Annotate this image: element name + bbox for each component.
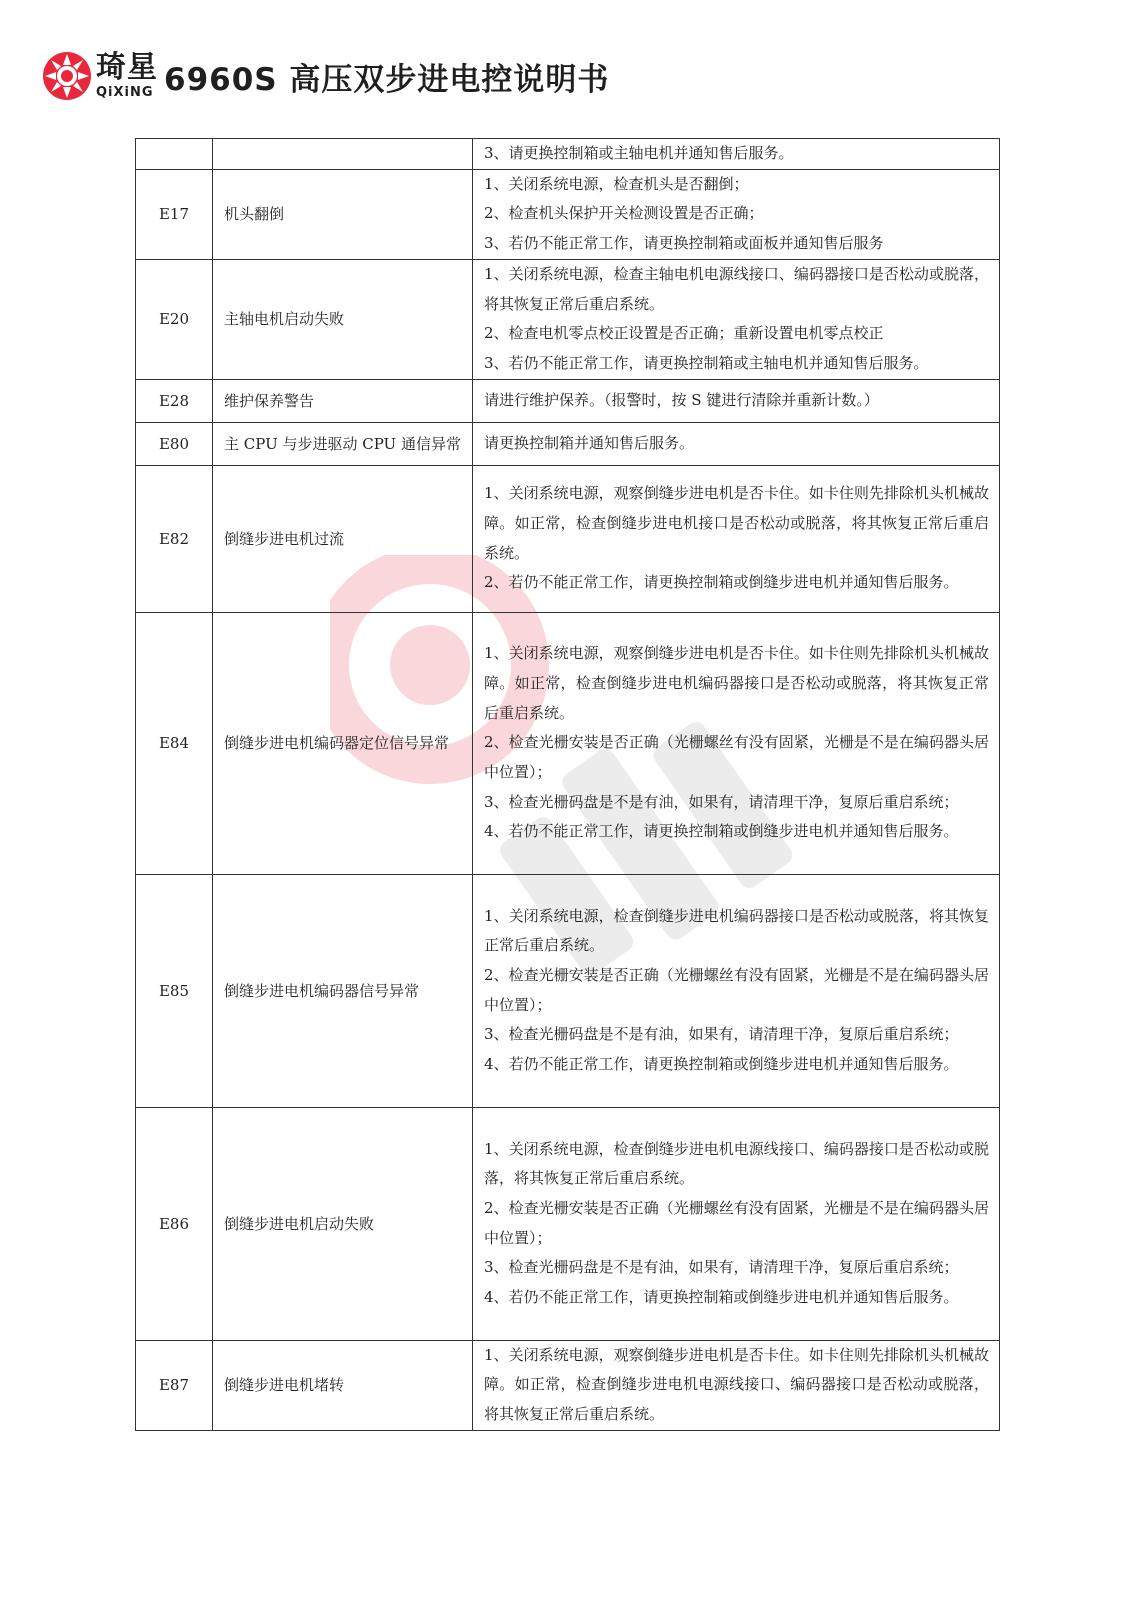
solution-step: 1、关闭系统电源，观察倒缝步进电机是否卡住。如卡住则先排除机头机械故障。如正常，检查倒缝步进电机电源线接口、编码器接口是否松动或脱落，将其恢复正常后重启系统。 — [484, 1345, 989, 1424]
solution-step: 3、检查光栅码盘是不是有油，如果有，请清理干净，复原后重启系统； — [484, 1025, 959, 1044]
solution-step: 2、检查电机零点校正设置是否正确；重新设置电机零点校正 — [484, 324, 884, 343]
solution-cell — [473, 379, 1000, 422]
table-row — [136, 465, 1000, 612]
error-name-cell: 机头翻倒 — [213, 169, 473, 259]
error-code-cell: E28 — [136, 379, 213, 422]
solution-cell — [473, 1107, 1000, 1340]
error-name-cell: 倒缝步进电机编码器信号异常 — [213, 874, 473, 1107]
solution-step: 1、关闭系统电源，检查主轴电机电源线接口、编码器接口是否松动或脱落，将其恢复正常后重启系统。 — [484, 264, 989, 313]
error-name-cell: 倒缝步进电机启动失败 — [213, 1107, 473, 1340]
error-code-cell: E80 — [136, 422, 213, 465]
solution-cell — [473, 465, 1000, 612]
error-code-cell — [136, 139, 213, 170]
solution-step: 3、请更换控制箱或主轴电机并通知售后服务。 — [484, 144, 794, 162]
qixing-logo-icon — [42, 51, 92, 101]
solution-step: 3、检查光栅码盘是不是有油，如果有，请清理干净，复原后重启系统； — [484, 792, 959, 811]
solution-step: 请更换控制箱并通知售后服务。 — [484, 433, 695, 452]
solution-step: 请进行维护保养。（报警时，按 S 键进行清除并重新计数。） — [484, 390, 879, 409]
page-header — [42, 46, 609, 106]
solution-cell — [473, 259, 1000, 379]
error-code-cell: E82 — [136, 465, 213, 612]
table-row — [136, 169, 1000, 259]
table-row — [136, 259, 1000, 379]
error-code-cell: E20 — [136, 259, 213, 379]
solution-step: 4、若仍不能正常工作，请更换控制箱或倒缝步进电机并通知售后服务。 — [484, 1288, 959, 1307]
solution-cell — [473, 1340, 1000, 1430]
solution-step: 1、关闭系统电源，观察倒缝步进电机是否卡住。如卡住则先排除机头机械故障。如正常，检查倒缝步进电机编码器接口是否松动或脱落，将其恢复正常后重启系统。 — [484, 644, 989, 722]
solution-cell — [473, 874, 1000, 1107]
solution-cell — [473, 422, 1000, 465]
solution-step: 2、检查光栅安装是否正确（光栅螺丝有没有固紧，光栅是不是在编码器头居中位置）； — [484, 965, 989, 1014]
solution-step: 3、若仍不能正常工作，请更换控制箱或主轴电机并通知售后服务。 — [484, 353, 929, 372]
solution-step: 2、检查光栅安装是否正确（光栅螺丝有没有固紧，光栅是不是在编码器头居中位置）； — [484, 733, 989, 781]
error-code-cell: E84 — [136, 612, 213, 874]
table-row — [136, 379, 1000, 422]
table-row — [136, 874, 1000, 1107]
solution-step: 3、若仍不能正常工作，请更换控制箱或面板并通知售后服务 — [484, 234, 884, 253]
brand — [96, 50, 158, 100]
error-name-cell: 倒缝步进电机编码器定位信号异常 — [213, 612, 473, 874]
error-name-cell: 倒缝步进电机过流 — [213, 465, 473, 612]
error-code-cell: E87 — [136, 1340, 213, 1430]
solution-step: 4、若仍不能正常工作，请更换控制箱或倒缝步进电机并通知售后服务。 — [484, 1055, 959, 1074]
solution-step: 1、关闭系统电源，检查机头是否翻倒； — [484, 174, 749, 193]
error-name-cell: 维护保养警告 — [213, 379, 473, 422]
solution-step: 1、关闭系统电源，检查倒缝步进电机编码器接口是否松动或脱落，将其恢复正常后重启系统。 — [484, 906, 989, 955]
error-name-cell: 倒缝步进电机堵转 — [213, 1340, 473, 1430]
table-row — [136, 422, 1000, 465]
document-title: 6960S 高压双步进电控说明书 — [164, 61, 610, 98]
solution-step: 4、若仍不能正常工作，请更换控制箱或倒缝步进电机并通知售后服务。 — [484, 822, 959, 841]
solution-cell — [473, 139, 1000, 170]
error-name-cell — [213, 139, 473, 170]
error-name-cell: 主轴电机启动失败 — [213, 259, 473, 379]
table-row — [136, 1107, 1000, 1340]
error-code-cell: E17 — [136, 169, 213, 259]
table-row — [136, 139, 1000, 170]
solution-step: 1、关闭系统电源，检查倒缝步进电机电源线接口、编码器接口是否松动或脱落，将其恢复正常后重启系统。 — [484, 1139, 989, 1188]
solution-step: 3、检查光栅码盘是不是有油，如果有，请清理干净，复原后重启系统； — [484, 1258, 959, 1277]
table-row — [136, 612, 1000, 874]
error-name-cell: 主 CPU 与步进驱动 CPU 通信异常 — [213, 422, 473, 465]
table-row — [136, 1340, 1000, 1430]
solution-step: 2、若仍不能正常工作，请更换控制箱或倒缝步进电机并通知售后服务。 — [484, 573, 959, 592]
error-code-cell: E85 — [136, 874, 213, 1107]
solution-step: 2、检查机头保护开关检测设置是否正确； — [484, 204, 764, 223]
solution-step: 2、检查光栅安装是否正确（光栅螺丝有没有固紧，光栅是不是在编码器头居中位置）； — [484, 1198, 989, 1247]
brand-name-en: QiXiNG — [96, 85, 154, 100]
solution-step: 1、关闭系统电源，观察倒缝步进电机是否卡住。如卡住则先排除机头机械故障。如正常，检查倒缝步进电机接口是否松动或脱落，将其恢复正常后重启系统。 — [484, 484, 989, 562]
error-code-cell: E86 — [136, 1107, 213, 1340]
solution-cell — [473, 169, 1000, 259]
solution-cell — [473, 612, 1000, 874]
brand-name-cn: 琦星 — [96, 50, 158, 85]
error-code-table — [135, 138, 1000, 1431]
